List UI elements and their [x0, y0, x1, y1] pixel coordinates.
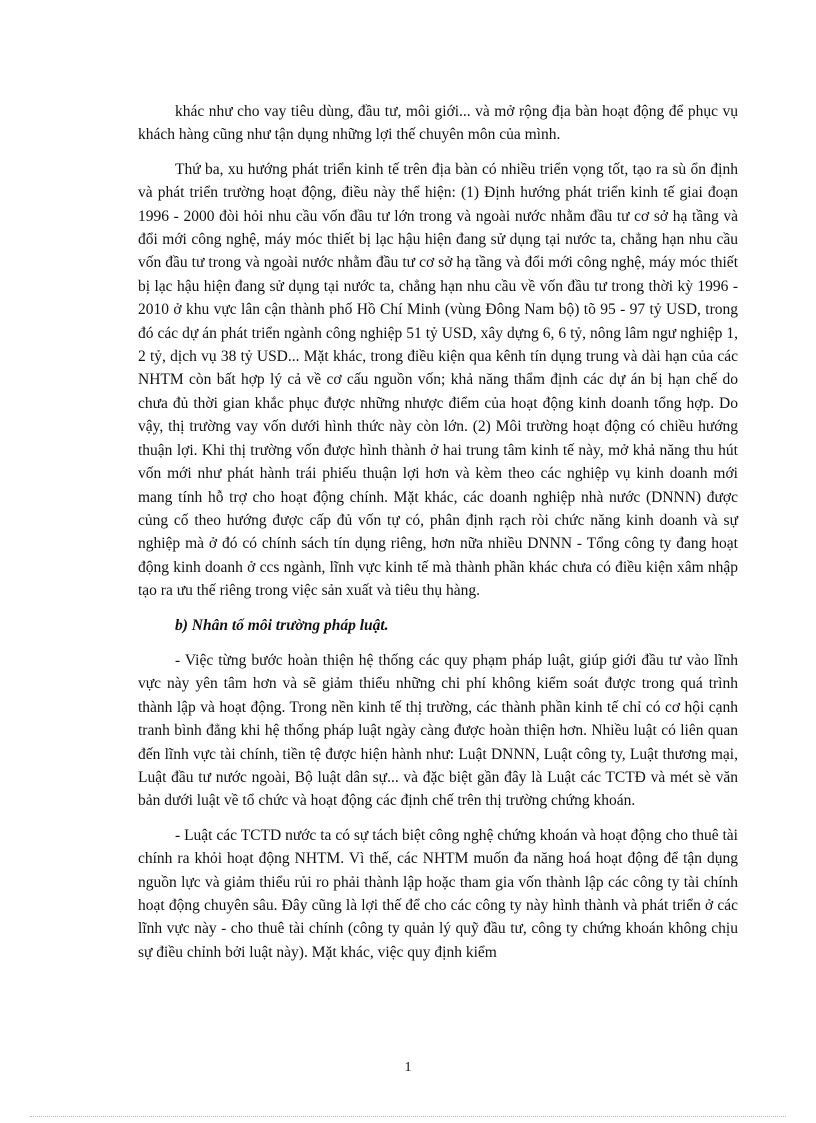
paragraph-continued: [138, 100, 738, 147]
paragraph-text: khác như cho vay tiêu dùng, đầu tư, môi giới... và mở rộng địa bàn hoạt động để phục vụ khách hàng cũng như tận dụng những lợi thế chuyên môn của mình.: [138, 103, 738, 144]
page-number: 1: [404, 1060, 412, 1075]
paragraph-legal-framework: - Việc từng bước hoàn thiện hệ thống các quy phạm pháp luật, giúp giới đầu tư vào lĩnh vực này yên tâm hơn và sẽ giảm thiểu những chi phí không kiểm soát được trong quá trình thành lập và hoạt động. Trong nền kinh tế thị trường, các thành phần kinh tế chỉ có cơ hội cạnh tranh bình đẳng khi hệ thống pháp luật ngày càng được hoàn thiện hơn. Nhiều luật có liên quan đến lĩnh vực tài chính, tiền tệ được hiện hành như: Luật DNNN, Luật công ty, Luật thương mại, Luật đầu tư nước ngoài, Bộ luật dân sự... và đặc biệt gần đây là Luật các TCTĐ và mét sè văn bản dưới luật về tổ chức và hoạt động các định chế trên thị trường chứng khoán.: [138, 651, 738, 810]
paragraph-economic-trend: Thứ ba, xu hướng phát triển kinh tế trên địa bàn có nhiều triển vọng tốt, tạo ra sù ổn định và phát triển trường hoạt động, điều này thể hiện: (1) Định hướng phát triển kinh tế giai đoạn 1996 - 2000 đòi hỏi nhu cầu vốn đầu tư lớn trong và ngoài nước nhằm đầu tư cơ sở hạ tầng và đổi mới công nghệ, máy móc thiết bị lạc hậu hiện đang sử dụng tại nước ta, chẳng hạn nhu cầu vốn đầu tư trong và ngoài nước nhằm đầu tư cơ sở hạ tầng và đổi mới công nghệ, máy móc thiết bị lạc hậu hiện đang sử dụng tại nước ta, chẳng hạn nhu cầu về vốn đầu tư trong thời kỳ 1996 - 2010 ở khu vực lân cận thành phố Hồ Chí Minh (vùng Đông Nam bộ) tõ 95 - 97 tỷ USD, trong đó các dự án phát triển ngành công nghiệp 51 tỷ USD, xây dựng 6, 6 tỷ, nông lâm ngư nghiệp 1, 2 tỷ, dịch vụ 38 tỷ USD... Mặt khác, trong điều kiện qua kênh tín dụng trung và dài hạn của các NHTM còn bất hợp lý cả về cơ cấu nguồn vốn; khả năng thẩm định các dự án bị hạn chế do chưa đủ thời gian khắc phục được những nhược điểm của hoạt động kinh doanh tổng hợp. Do vậy, thị trường vay vốn dưới hình thức này còn lớn. (2) Môi trường hoạt động có chiều hướng thuận lợi. Khi thị trường vốn được hình thành ở hai trung tâm kinh tế này, mở khả năng thu hút vốn mới như phát hành trái phiếu thuận lợi hơn và kèm theo các nghiệp vụ kinh doanh mới mang tính hỗ trợ cho hoạt động chính. Mặt khác, các doanh nghiệp nhà nước (DNNN) được củng cố theo hướng được cấp đủ vốn tự có, phân định rạch ròi chức năng kinh doanh và sự nghiệp mà ở đó có chính sách tín dụng riêng, hơn nữa nhiều DNNN - Tổng công ty đang hoạt động kinh doanh ở ccs ngành, lĩnh vực kinh tế mà thành phần khác chưa có điều kiện xâm nhập tạo ra ưu thế riêng trong việc sản xuất và tiêu thụ hàng.: [138, 160, 738, 600]
section-heading: b) Nhân tố môi trường pháp luật.: [175, 616, 389, 634]
document-body: [138, 100, 738, 975]
page-bottom-edge: [30, 1116, 786, 1117]
paragraph-credit-institutions-law: - Luật các TCTD nước ta có sự tách biệt công nghệ chứng khoán và hoạt động cho thuê tài chính ra khỏi hoạt động NHTM. Vì thế, các NHTM muốn đa năng hoá hoạt động để tận dụng nguồn lực và giảm thiểu rủi ro phải thành lập hoặc tham gia vốn thành lập các công ty tài chính hoạt động chuyên sâu. Đây cũng là lợi thế để cho các công ty này hình thành và phát triển ở các lĩnh vực này - cho thuê tài chính (công ty quản lý quỹ đầu tư, công ty chứng khoán không chịu sự điều chỉnh bởi luật này). Mặt khác, việc quy định kiểm: [138, 826, 738, 961]
